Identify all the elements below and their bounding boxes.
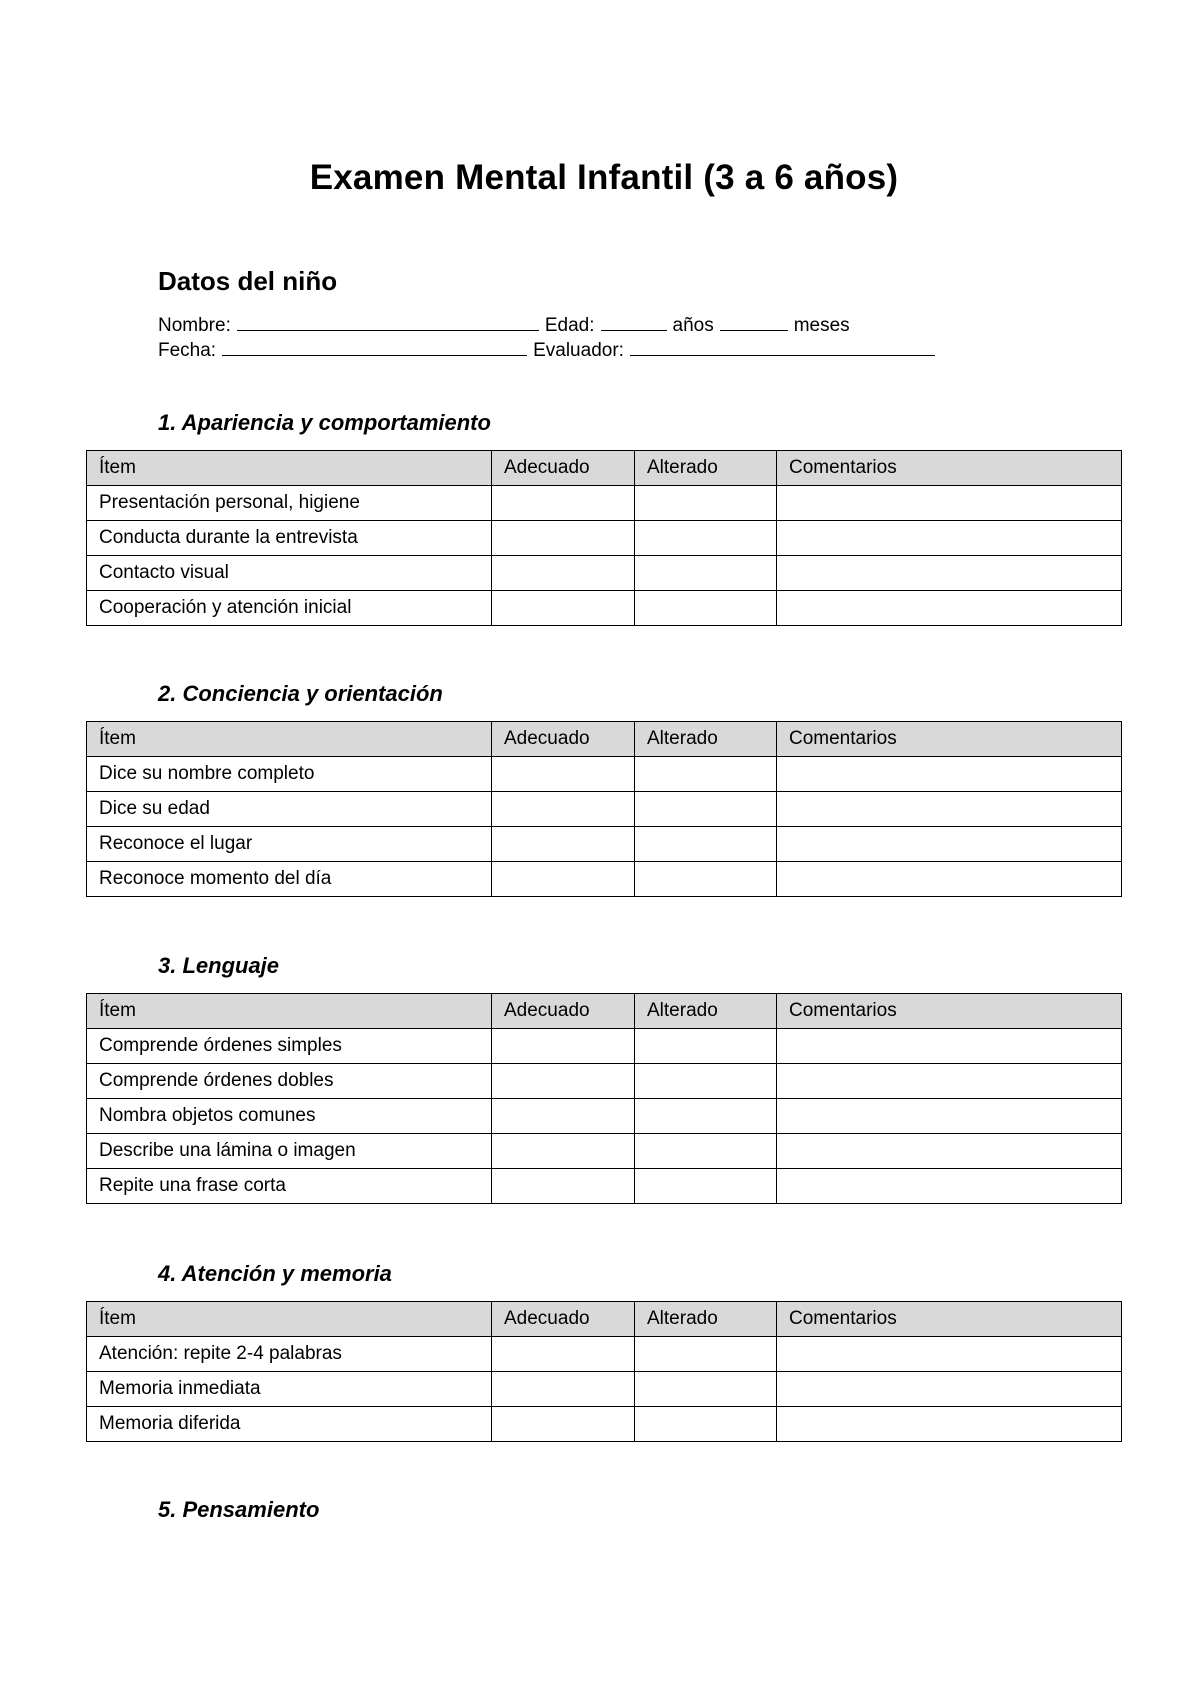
header-item: Ítem	[87, 1302, 492, 1337]
table-row	[87, 1134, 1122, 1169]
table-row	[87, 521, 1122, 556]
comentarios-cell[interactable]	[777, 1064, 1122, 1099]
comentarios-cell[interactable]	[777, 862, 1122, 897]
table-row	[87, 1337, 1122, 1372]
alterado-cell[interactable]	[635, 1169, 777, 1204]
header-item: Ítem	[87, 722, 492, 757]
adecuado-cell[interactable]	[492, 521, 635, 556]
alterado-cell[interactable]	[635, 757, 777, 792]
table-row	[87, 486, 1122, 521]
item-label: Cooperación y atención inicial	[87, 591, 492, 626]
meses-label: meses	[793, 315, 850, 336]
header-item: Ítem	[87, 451, 492, 486]
header-comentarios: Comentarios	[777, 451, 1122, 486]
alterado-cell[interactable]	[635, 486, 777, 521]
adecuado-cell[interactable]	[492, 1064, 635, 1099]
comentarios-cell[interactable]	[777, 486, 1122, 521]
header-alterado: Alterado	[635, 994, 777, 1029]
adecuado-cell[interactable]	[492, 1099, 635, 1134]
header-comentarios: Comentarios	[777, 994, 1122, 1029]
table-row	[87, 862, 1122, 897]
adecuado-cell[interactable]	[492, 486, 635, 521]
nombre-field[interactable]	[237, 313, 539, 331]
section-heading-1: 1. Apariencia y comportamiento	[158, 410, 491, 435]
item-label: Describe una lámina o imagen	[87, 1134, 492, 1169]
page-title: Examen Mental Infantil (3 a 6 años)	[309, 158, 899, 197]
table-row	[87, 757, 1122, 792]
item-label: Presentación personal, higiene	[87, 486, 492, 521]
table-row	[87, 1169, 1122, 1204]
section-heading-2: 2. Conciencia y orientación	[158, 681, 443, 706]
anos-label: años	[672, 315, 714, 336]
table-row	[87, 591, 1122, 626]
adecuado-cell[interactable]	[492, 1134, 635, 1169]
table-row	[87, 792, 1122, 827]
comentarios-cell[interactable]	[777, 827, 1122, 862]
alterado-cell[interactable]	[635, 556, 777, 591]
table-row	[87, 1064, 1122, 1099]
alterado-cell[interactable]	[635, 1337, 777, 1372]
comentarios-cell[interactable]	[777, 1372, 1122, 1407]
header-alterado: Alterado	[635, 722, 777, 757]
comentarios-cell[interactable]	[777, 1337, 1122, 1372]
item-label: Contacto visual	[87, 556, 492, 591]
item-label: Conducta durante la entrevista	[87, 521, 492, 556]
table-row	[87, 1029, 1122, 1064]
adecuado-cell[interactable]	[492, 591, 635, 626]
adecuado-cell[interactable]	[492, 1372, 635, 1407]
adecuado-cell[interactable]	[492, 1337, 635, 1372]
header-comentarios: Comentarios	[777, 722, 1122, 757]
table-row	[87, 1099, 1122, 1134]
table-header-row	[87, 451, 1122, 486]
fecha-field[interactable]	[222, 338, 527, 356]
adecuado-cell[interactable]	[492, 1029, 635, 1064]
section-table-1	[86, 450, 1122, 626]
nombre-label: Nombre:	[158, 315, 231, 336]
section-table-4	[86, 1301, 1122, 1442]
table-header-row	[87, 994, 1122, 1029]
comentarios-cell[interactable]	[777, 1169, 1122, 1204]
comentarios-cell[interactable]	[777, 1029, 1122, 1064]
edad-label: Edad:	[544, 315, 595, 336]
child-data-heading: Datos del niño	[158, 266, 338, 296]
evaluador-label: Evaluador:	[533, 340, 624, 361]
item-label: Dice su nombre completo	[87, 757, 492, 792]
evaluador-field[interactable]	[630, 338, 935, 356]
section-heading-4: 4. Atención y memoria	[158, 1261, 392, 1286]
item-label: Dice su edad	[87, 792, 492, 827]
comentarios-cell[interactable]	[777, 1099, 1122, 1134]
comentarios-cell[interactable]	[777, 521, 1122, 556]
alterado-cell[interactable]	[635, 591, 777, 626]
fecha-label: Fecha:	[158, 340, 217, 361]
header-item: Ítem	[87, 994, 492, 1029]
header-adecuado: Adecuado	[492, 451, 635, 486]
item-label: Reconoce momento del día	[87, 862, 492, 897]
section-table-3	[86, 993, 1122, 1204]
edad-anos-field[interactable]	[601, 313, 667, 331]
item-label: Nombra objetos comunes	[87, 1099, 492, 1134]
table-row	[87, 827, 1122, 862]
table-header-row	[87, 722, 1122, 757]
comentarios-cell[interactable]	[777, 1134, 1122, 1169]
table-row	[87, 1372, 1122, 1407]
header-comentarios: Comentarios	[777, 1302, 1122, 1337]
alterado-cell[interactable]	[635, 862, 777, 897]
child-data-line-1	[158, 313, 850, 337]
item-label: Reconoce el lugar	[87, 827, 492, 862]
adecuado-cell[interactable]	[492, 792, 635, 827]
alterado-cell[interactable]	[635, 1099, 777, 1134]
adecuado-cell[interactable]	[492, 757, 635, 792]
adecuado-cell[interactable]	[492, 862, 635, 897]
item-label: Memoria inmediata	[87, 1372, 492, 1407]
comentarios-cell[interactable]	[777, 1407, 1122, 1442]
adecuado-cell[interactable]	[492, 827, 635, 862]
adecuado-cell[interactable]	[492, 1407, 635, 1442]
table-header-row	[87, 1302, 1122, 1337]
comentarios-cell[interactable]	[777, 591, 1122, 626]
alterado-cell[interactable]	[635, 827, 777, 862]
child-data-line-2	[158, 338, 935, 362]
section-heading-3: 3. Lenguaje	[158, 953, 280, 978]
header-adecuado: Adecuado	[492, 1302, 635, 1337]
alterado-cell[interactable]	[635, 1372, 777, 1407]
comentarios-cell[interactable]	[777, 792, 1122, 827]
item-label: Repite una frase corta	[87, 1169, 492, 1204]
adecuado-cell[interactable]	[492, 1169, 635, 1204]
header-adecuado: Adecuado	[492, 994, 635, 1029]
alterado-cell[interactable]	[635, 1029, 777, 1064]
item-label: Memoria diferida	[87, 1407, 492, 1442]
alterado-cell[interactable]	[635, 1407, 777, 1442]
comentarios-cell[interactable]	[777, 556, 1122, 591]
header-alterado: Alterado	[635, 451, 777, 486]
item-label: Atención: repite 2-4 palabras	[87, 1337, 492, 1372]
item-label: Comprende órdenes dobles	[87, 1064, 492, 1099]
adecuado-cell[interactable]	[492, 556, 635, 591]
alterado-cell[interactable]	[635, 1134, 777, 1169]
header-alterado: Alterado	[635, 1302, 777, 1337]
comentarios-cell[interactable]	[777, 757, 1122, 792]
edad-meses-field[interactable]	[720, 313, 788, 331]
alterado-cell[interactable]	[635, 1064, 777, 1099]
section-heading-5: 5. Pensamiento	[158, 1497, 320, 1522]
header-adecuado: Adecuado	[492, 722, 635, 757]
section-table-2	[86, 721, 1122, 897]
item-label: Comprende órdenes simples	[87, 1029, 492, 1064]
table-row	[87, 1407, 1122, 1442]
alterado-cell[interactable]	[635, 792, 777, 827]
alterado-cell[interactable]	[635, 521, 777, 556]
table-row	[87, 556, 1122, 591]
